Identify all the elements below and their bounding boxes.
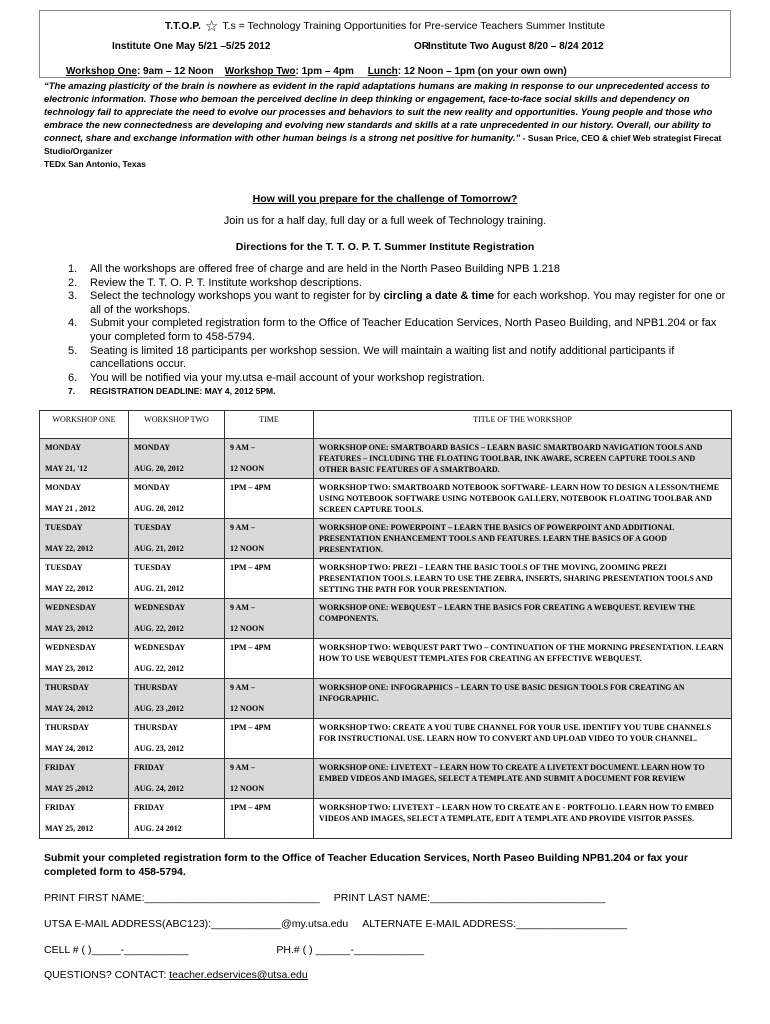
first-name-field[interactable]: PRINT FIRST NAME:______________________________ bbox=[44, 892, 320, 904]
workshop-one-cell[interactable] bbox=[40, 559, 129, 599]
quote-attribution: - Susan Price, CEO & chief Web strategist Firecat Studio/Organizer bbox=[44, 133, 722, 156]
step-number: 2. bbox=[68, 276, 78, 289]
challenge-heading: How will you prepare for the challenge of Tomorrow? bbox=[252, 193, 518, 205]
time-cell[interactable] bbox=[225, 799, 314, 839]
workshop-title: WORKSHOP ONE: INFOGRAPHICS – LEARN TO USE BASIC DESIGN TOOLS FOR CREATING AN INFOGRAPHIC. bbox=[319, 683, 685, 703]
workshop-title: WORKSHOP ONE: LIVETEXT – LEARN HOW TO CREATE A LIVETEXT DOCUMENT. LEARN HOW TO EMBED VIDEOS AND IMAGES, SELECT A TEMPLATE AND SUBMIT A DOCUMENT FOR REVIEW bbox=[319, 763, 705, 783]
time-end: 12 NOON bbox=[230, 624, 264, 633]
workshop-title-cell bbox=[314, 679, 732, 719]
name-fields bbox=[44, 892, 619, 904]
workshop-two-day: THURSDAY bbox=[134, 723, 179, 732]
workshop-two-day: WEDNESDAY bbox=[134, 603, 186, 612]
table-row bbox=[40, 599, 732, 639]
workshop-one-date: MAY 23, 2012 bbox=[45, 664, 94, 673]
time-start: 9 AM – bbox=[230, 603, 255, 612]
table-row bbox=[40, 559, 732, 599]
workshop-one-date: MAY 25, 2012 bbox=[45, 824, 94, 833]
time-start: 1PM – 4PM bbox=[230, 723, 271, 732]
workshop-two-time: : 1pm – 4pm bbox=[295, 66, 354, 77]
workshop-two-cell[interactable] bbox=[129, 719, 225, 759]
workshop-title-cell bbox=[314, 799, 732, 839]
table-row bbox=[40, 639, 732, 679]
workshop-two-date: AUG. 23 ,2012 bbox=[134, 704, 184, 713]
time-start: 1PM – 4PM bbox=[230, 803, 271, 812]
workshop-one-day: FRIDAY bbox=[45, 763, 76, 772]
table-row bbox=[40, 439, 732, 479]
table-row bbox=[40, 519, 732, 559]
workshop-title: WORKSHOP TWO: SMARTBOARD NOTEBOOK SOFTWARE- LEARN HOW TO DESIGN A LESSON/THEME USING NOTEBOOK SOFTWARE USING NOTEBOOK GALLERY, NOTEBOOK FLOATING TOOLBAR AND SCREEN CAPTURE TOOLS. bbox=[319, 483, 720, 514]
workshop-title: WORKSHOP TWO: WEBQUEST PART TWO – CONTINUATION OF THE MORNING PRESENTATION. LEARN HOW TO USE WEBQUEST TEMPLATES FOR CREATING AN EFFECTIVE WEBQUEST. bbox=[319, 643, 724, 663]
workshop-one-day: MONDAY bbox=[45, 443, 82, 452]
time-cell[interactable] bbox=[225, 679, 314, 719]
time-start: 1PM – 4PM bbox=[230, 643, 271, 652]
workshop-two-cell[interactable] bbox=[129, 559, 225, 599]
workshop-title: WORKSHOP TWO: LIVETEXT – LEARN HOW TO CREATE AN E - PORTFOLIO. LEARN HOW TO EMBED VIDEOS AND IMAGES, SELECT A TEMPLATE, EDIT A TEMPLATE AND PROVIDE VISITOR PASSES. bbox=[319, 803, 714, 823]
time-cell[interactable] bbox=[225, 759, 314, 799]
workshop-two-date: AUG. 20, 2012 bbox=[134, 504, 184, 513]
list-item bbox=[44, 317, 734, 344]
list-item bbox=[44, 263, 734, 277]
contact-line bbox=[44, 969, 322, 981]
workshop-one-day: FRIDAY bbox=[45, 803, 76, 812]
step-number: 4. bbox=[68, 317, 78, 330]
questions-label: QUESTIONS? CONTACT: bbox=[44, 969, 170, 981]
workshop-two-cell[interactable] bbox=[129, 439, 225, 479]
table-row bbox=[40, 679, 732, 719]
column-header: WORKSHOP ONE bbox=[40, 411, 129, 439]
workshop-two-day: THURSDAY bbox=[134, 683, 179, 692]
workshop-two-day: MONDAY bbox=[134, 483, 171, 492]
step-number: 5. bbox=[68, 344, 78, 357]
workshop-two-day: FRIDAY bbox=[134, 803, 165, 812]
workshop-two-day: TUESDAY bbox=[134, 523, 172, 532]
header-acronym: T.T.O.P. bbox=[164, 20, 201, 32]
workshop-title-cell bbox=[314, 439, 732, 479]
step-text: REGISTRATION DEADLINE: MAY 4, 2012 5PM. bbox=[90, 386, 276, 397]
workshop-two-cell[interactable] bbox=[129, 799, 225, 839]
step-text: Review the T. T. O. P. T. Institute workshop descriptions. bbox=[90, 276, 362, 289]
workshop-one-date: MAY 22, 2012 bbox=[45, 544, 94, 553]
workshop-two-date: AUG. 21, 2012 bbox=[134, 544, 184, 553]
workshop-one-date: MAY 23, 2012 bbox=[45, 624, 94, 633]
workshop-two-date: AUG. 20, 2012 bbox=[134, 464, 184, 473]
workshop-one-day: THURSDAY bbox=[45, 723, 90, 732]
workshop-two-cell[interactable] bbox=[129, 519, 225, 559]
join-text: Join us for a half day, full day or a full week of Technology training. bbox=[223, 215, 547, 227]
phone-field[interactable]: PH.# ( ) ______-____________ bbox=[276, 944, 425, 956]
workshop-one-date: MAY 21 , 2012 bbox=[45, 504, 96, 513]
table-row bbox=[40, 759, 732, 799]
time-end: 12 NOON bbox=[230, 544, 264, 553]
time-cell[interactable] bbox=[225, 519, 314, 559]
workshop-schedule bbox=[66, 66, 567, 77]
workshop-two-date: AUG. 24 2012 bbox=[134, 824, 182, 833]
table-row bbox=[40, 799, 732, 839]
workshop-one-date: MAY 25 ,2012 bbox=[45, 784, 94, 793]
workshop-two-date: AUG. 22, 2012 bbox=[134, 664, 184, 673]
workshop-title: WORKSHOP TWO: CREATE A YOU TUBE CHANNEL FOR YOUR USE. IDENTIFY YOU TUBE CHANNELS FOR INSTRUCTIONAL USE. LEARN HOW TO CONVERT AND UPLOAD VIDEO TO YOUR CHANNEL. bbox=[319, 723, 712, 743]
time-cell[interactable] bbox=[225, 439, 314, 479]
workshop-two-date: AUG. 23, 2012 bbox=[134, 744, 184, 753]
quote-block bbox=[44, 80, 724, 171]
workshop-two-cell[interactable] bbox=[129, 599, 225, 639]
lunch-time: : 12 Noon – 1pm (on your own own) bbox=[397, 66, 567, 77]
step-number: 3. bbox=[68, 290, 78, 303]
workshop-title-cell bbox=[314, 639, 732, 679]
workshop-two-cell[interactable] bbox=[129, 479, 225, 519]
column-header: WORKSHOP TWO bbox=[129, 411, 225, 439]
workshop-one-day: THURSDAY bbox=[45, 683, 90, 692]
workshop-two-cell[interactable] bbox=[129, 639, 225, 679]
step-text: Select the technology workshops you want to register for by bbox=[90, 290, 384, 303]
header-box bbox=[39, 10, 731, 78]
workshop-one-day: WEDNESDAY bbox=[45, 603, 97, 612]
workshop-one-cell[interactable] bbox=[40, 599, 129, 639]
workshop-two-day: TUESDAY bbox=[134, 563, 172, 572]
step-text-emphasis: circling a date & time bbox=[383, 290, 495, 303]
workshop-title: WORKSHOP ONE: SMARTBOARD BASICS – LEARN BASIC SMARTBOARD NAVIGATION TOOLS AND FEATURES – INCLUDING THE FLOATING TOOLBAR, INK AWARE, SCREEN CAPTURE TOOLS AND OTHER BASIC FEATURES OF A SMARTBOARD. bbox=[319, 443, 703, 474]
time-start: 9 AM – bbox=[230, 523, 255, 532]
step-text: You will be notified via your my.utsa e-mail account of your workshop registration. bbox=[90, 371, 485, 384]
column-header: TITLE OF THE WORKSHOP bbox=[314, 411, 732, 439]
workshop-two-date: AUG. 21, 2012 bbox=[134, 584, 184, 593]
workshop-one-date: MAY 21, '12 bbox=[45, 464, 88, 473]
header-title bbox=[40, 17, 730, 35]
last-name-field[interactable]: PRINT LAST NAME:______________________________ bbox=[333, 892, 606, 904]
workshop-one-day: MONDAY bbox=[45, 483, 82, 492]
cell-phone-field[interactable]: CELL # ( )_____-___________ bbox=[44, 944, 189, 956]
workshop-title-cell bbox=[314, 559, 732, 599]
time-end: 12 NOON bbox=[230, 784, 264, 793]
workshop-title-cell bbox=[314, 599, 732, 639]
workshop-two-cell[interactable] bbox=[129, 679, 225, 719]
step-text: for each workshop. You may register for one or all of the workshops. bbox=[90, 290, 726, 316]
header-title-rest: T.s = Technology Training Opportunities for Pre-service Teachers Summer Institute bbox=[222, 20, 606, 32]
step-number: 7. bbox=[68, 386, 76, 397]
alternate-email-field[interactable]: ALTERNATE E-MAIL ADDRESS:___________________ bbox=[362, 918, 628, 930]
workshop-title: WORKSHOP ONE: WEBQUEST – LEARN THE BASICS FOR CREATING A WEBQUEST. REVIEW THE COMPONENTS. bbox=[319, 603, 696, 623]
step-text: All the workshops are offered free of charge and are held in the North Paseo Building NPB 1.218 bbox=[90, 263, 561, 275]
time-cell[interactable] bbox=[225, 479, 314, 519]
phone-fields bbox=[44, 944, 438, 956]
workshop-one-cell[interactable] bbox=[40, 679, 129, 719]
time-end: 12 NOON bbox=[230, 704, 264, 713]
institute-two: Institute Two August 8/20 – 8/24 2012 bbox=[428, 41, 604, 52]
workshop-one-cell[interactable] bbox=[40, 799, 129, 839]
workshop-one-day: TUESDAY bbox=[45, 563, 83, 572]
table-row bbox=[40, 479, 732, 519]
email-fields bbox=[44, 918, 641, 930]
list-item bbox=[44, 290, 734, 317]
time-cell[interactable] bbox=[225, 639, 314, 679]
utsa-email-field[interactable]: UTSA E-MAIL ADDRESS(ABC123):____________@my.utsa.edu bbox=[44, 918, 349, 930]
table-row bbox=[40, 719, 732, 759]
column-header: TIME bbox=[225, 411, 314, 439]
time-start: 1PM – 4PM bbox=[230, 563, 271, 572]
institute-or: OR bbox=[414, 41, 429, 52]
quote-attribution-location: TEDx San Antonio, Texas bbox=[44, 159, 147, 169]
quote-text: “The amazing plasticity of the brain is nowhere as evident in the rapid adaptations humans are making in response to our unprecedented access to electronic information. Those who bemoan the perceived decline in deep thinking or engagement, face-to-face social skills and dependency on technology fail to appreciate the need to evolve our processes and behaviors to suit the new reality and opportunities. Young people and those who embrace the new connectedness are developing and evolving new standards and skills at a rate unprecedented in our history. Overall, our ability to connect, share and exchange information with other human beings is a strong net positive for humanity.” bbox=[44, 81, 713, 144]
workshop-title-cell bbox=[314, 759, 732, 799]
workshop-one-date: MAY 24, 2012 bbox=[45, 744, 94, 753]
directions-list bbox=[44, 263, 734, 399]
time-start: 9 AM – bbox=[230, 443, 255, 452]
workshop-one-date: MAY 24, 2012 bbox=[45, 704, 94, 713]
workshop-one-cell[interactable] bbox=[40, 479, 129, 519]
workshop-one-cell[interactable] bbox=[40, 439, 129, 479]
time-start: 1PM – 4PM bbox=[230, 483, 271, 492]
institute-one: Institute One May 5/21 –5/25 2012 bbox=[112, 41, 271, 52]
workshop-one-cell[interactable] bbox=[40, 519, 129, 559]
workshop-title-cell bbox=[314, 479, 732, 519]
time-cell[interactable] bbox=[225, 559, 314, 599]
time-start: 9 AM – bbox=[230, 683, 255, 692]
workshop-one-day: WEDNESDAY bbox=[45, 643, 97, 652]
table-header-row bbox=[40, 411, 732, 439]
star-icon: ☆ bbox=[204, 18, 219, 35]
workshop-one-cell[interactable] bbox=[40, 639, 129, 679]
workshop-title: WORKSHOP ONE: POWERPOINT – LEARN THE BASICS OF POWERPOINT AND ADDITIONAL PRESENTATION ENHANCEMENT TOOLS AND FEATURES. LEARN THE BASICS OF A GOOD PRESENTATION. bbox=[319, 523, 674, 554]
workshop-one-label: Workshop One bbox=[66, 66, 137, 77]
list-item bbox=[44, 345, 734, 372]
workshop-title-cell bbox=[314, 719, 732, 759]
step-number: 1. bbox=[68, 263, 78, 275]
workshop-one-cell[interactable] bbox=[40, 759, 129, 799]
step-number: 6. bbox=[68, 371, 78, 384]
workshop-one-cell[interactable] bbox=[40, 719, 129, 759]
lunch-label: Lunch bbox=[367, 66, 398, 77]
workshop-table bbox=[39, 410, 732, 839]
time-cell[interactable] bbox=[225, 719, 314, 759]
workshop-two-day: MONDAY bbox=[134, 443, 171, 452]
time-end: 12 NOON bbox=[230, 464, 264, 473]
workshop-title: WORKSHOP TWO: PREZI – LEARN THE BASIC TOOLS OF THE MOVING, ZOOMING PREZI PRESENTATION TOOLS. LEARN TO USE THE ZEBRA, INSERTS, SHARING PRESENTATION TOOLS AND SETTING THE PATH FOR YOUR PRESENTATION. bbox=[319, 563, 713, 594]
list-item bbox=[44, 372, 734, 386]
workshop-one-date: MAY 22, 2012 bbox=[45, 584, 94, 593]
workshop-two-label: Workshop Two bbox=[224, 66, 296, 77]
workshop-title-cell bbox=[314, 519, 732, 559]
workshop-two-date: AUG. 24, 2012 bbox=[134, 784, 184, 793]
time-start: 9 AM – bbox=[230, 763, 255, 772]
step-text: Submit your completed registration form to the Office of Teacher Education Services, North Paseo Building, and NPB1.204 or fax your completed form to 458-5794. bbox=[90, 317, 717, 343]
list-item bbox=[44, 277, 734, 291]
workshop-one-time: : 9am – 12 Noon bbox=[136, 66, 214, 77]
step-text: Seating is limited 18 participants per workshop session. We will maintain a waiting list and notify additional participants if cancellations occur. bbox=[90, 344, 675, 371]
registration-deadline bbox=[44, 385, 734, 399]
workshop-two-day: FRIDAY bbox=[134, 763, 165, 772]
workshop-two-day: WEDNESDAY bbox=[134, 643, 186, 652]
workshop-one-day: TUESDAY bbox=[45, 523, 83, 532]
contact-email-link[interactable]: teacher.edservices@utsa.edu bbox=[169, 969, 308, 981]
directions-heading: Directions for the T. T. O. P. T. Summer Institute Registration bbox=[235, 241, 535, 253]
submit-instructions: Submit your completed registration form to the Office of Teacher Education Services, North Paseo Building NPB1.204 or fax your completed form to 458-5794. bbox=[44, 852, 688, 878]
workshop-two-cell[interactable] bbox=[129, 759, 225, 799]
time-cell[interactable] bbox=[225, 599, 314, 639]
workshop-two-date: AUG. 22, 2012 bbox=[134, 624, 184, 633]
